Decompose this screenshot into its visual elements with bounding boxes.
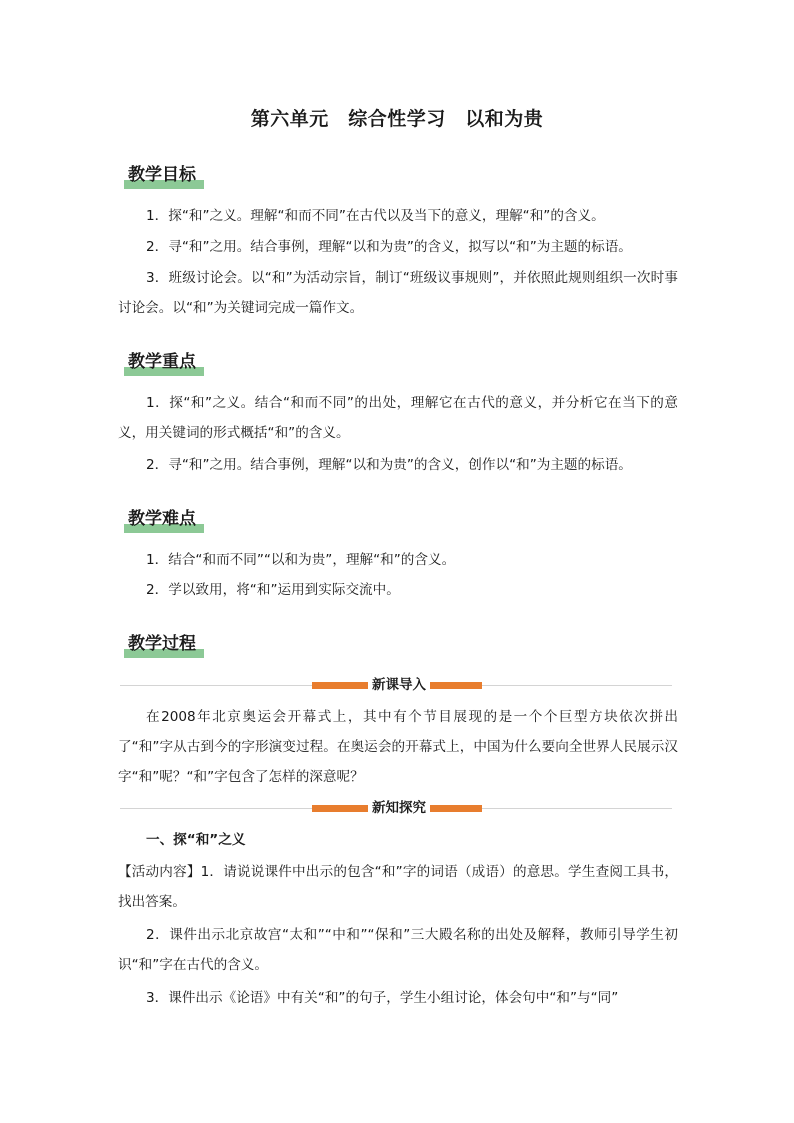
section-heading-goals-text: 教学目标 [128, 165, 196, 185]
page-title: 第六单元 综合性学习 以和为贵 [250, 108, 544, 130]
divider-accent-left [312, 805, 368, 812]
divider-intro [120, 678, 672, 692]
activity-item-1-text: 1．请说说课件中出示的包含“和”字的词语（成语）的意思。学生查阅工具书，找出答案。 [118, 864, 679, 910]
activity-item-1 [118, 857, 678, 917]
activity-item-3: 3．课件出示《论语》中有关“和”的句子，学生小组讨论，体会句中“和”与“同” [146, 990, 619, 1006]
section-heading-difficulties-text: 教学难点 [128, 509, 196, 529]
goal-item-3: 3．班级讨论会。以“和”为活动宗旨，制订“班级议事规则”，并依照此规则组织一次时事讨论会。以“和”为关键词完成一篇作文。 [118, 270, 678, 316]
divider-accent-right [430, 682, 482, 689]
difficulty-item-1: 1．结合“和而不同”“以和为贵”，理解“和”的含义。 [146, 552, 456, 568]
section-heading-key-points-text: 教学重点 [128, 352, 196, 372]
intro-paragraph: 在2008年北京奥运会开幕式上，其中有个节目展现的是一个个巨型方块依次拼出了“和”字从古到今的字形演变过程。在奥运会的开幕式上，中国为什么要向全世界人民展示汉字“和”呢？“和”字包含了怎样的深意呢？ [118, 709, 678, 785]
section-heading-difficulties [128, 504, 196, 529]
goal-item-1: 1．探“和”之义。理解“和而不同”在古代以及当下的意义，理解“和”的含义。 [146, 208, 605, 224]
key-point-item-2: 2．寻“和”之用。结合事例，理解“以和为贵”的含义，创作以“和”为主题的标语。 [146, 457, 632, 473]
divider-accent-right [430, 805, 482, 812]
activity-tag: 【活动内容】 [118, 864, 201, 880]
section-heading-goals [128, 160, 196, 185]
sub-heading: 一、探“和”之义 [146, 832, 246, 848]
section-heading-process-text: 教学过程 [128, 634, 196, 654]
divider-intro-label: 新课导入 [368, 675, 430, 695]
difficulty-item-2: 2．学以致用，将“和”运用到实际交流中。 [146, 582, 400, 598]
divider-accent-left [312, 682, 368, 689]
section-heading-key-points [128, 347, 196, 372]
activity-item-2: 2．课件出示北京故宫“太和”“中和”“保和”三大殿名称的出处及解释，教师引导学生初识“和”字在古代的含义。 [118, 927, 678, 973]
key-point-item-1: 1．探“和”之义。结合“和而不同”的出处，理解它在古代的意义，并分析它在当下的意义，用关键词的形式概括“和”的含义。 [118, 395, 678, 441]
divider-explore [120, 801, 672, 815]
goal-item-2: 2．寻“和”之用。结合事例，理解“以和为贵”的含义，拟写以“和”为主题的标语。 [146, 239, 632, 255]
divider-explore-label: 新知探究 [368, 798, 430, 818]
section-heading-process [128, 629, 196, 654]
